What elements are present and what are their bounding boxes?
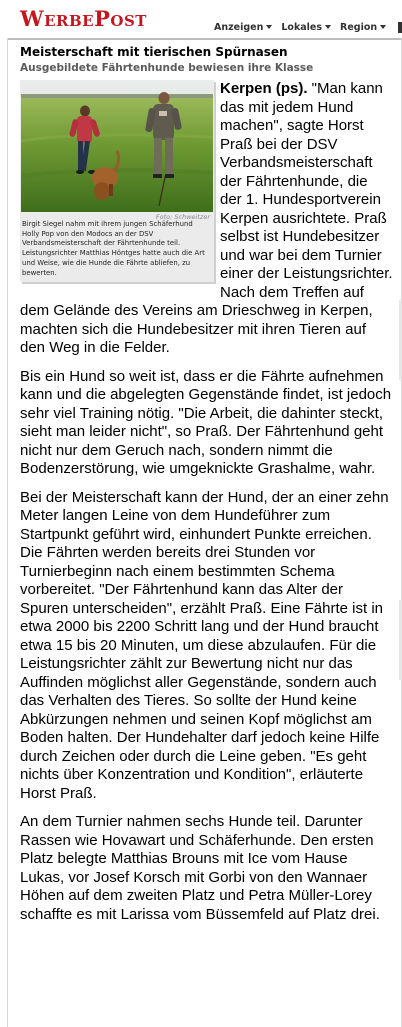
nav-overflow-edge [398,22,402,33]
article-paragraph: Bei der Meisterschaft kann der Hund, der an einer zehn Meter langen Leine von dem Hundeführer zum Startpunkt geführt wird, einhundert Punkte erreichen. Die Fährten werden bereits drei Stunden vor Turnierbeginn nach einem bestimmten Schema vorbereitet. "Der Fährtenhund kann das Alter der Spuren unterscheiden", erzählt Praß. Eine Fährte ist in etwa 2000 bis 2200 Schritt lang und der Hund braucht etwa 15 bis 20 Minuten, um diese abzulaufen. Für die Leistungsrichter zählt zur Bewertung nicht nur das Auffinden möglichst aller Gegenstände, sondern auch das Verhalten des Tieres. So sollte der Hund keine Abkürzungen nehmen und seinen Kopf möglichst am Boden halten. Der Hundehalter darf jedoch keine Hilfe durch Zeichen oder durch die Leine geben. "Es geht nichts über Konzentration und Kondition", erläuterte Horst Praß. [20,488,389,802]
content-frame-left [7,38,8,1027]
site-header [0,0,402,38]
photo-credit: Foto: Schweitzer [155,213,210,221]
chevron-down-icon [380,25,386,29]
nav-item-region[interactable] [340,22,386,33]
nav-item-lokales[interactable] [281,22,331,33]
figure-spacer [20,80,220,287]
nav-label: Region [340,22,378,33]
article-body [20,80,393,934]
article-paragraph: Bis ein Hund so weit ist, dass er die Fährte aufnehmen kann und die abgelegten Gegenstände findet, ist jedoch sehr viel Training nötig. "Die Arbeit, die dahinter steckt, sieht man leider nicht", so Praß. Der Fährtenhund geht nicht nur dem Geruch nach, sondern nimmt die Bodenzerstörung, wie umgeknickte Grashalme, wahr. [20,367,392,477]
article-headline: Meisterschaft mit tierischen Spürnasen [20,45,288,59]
photo-caption: Birgit Siegel nahm mit ihrem jungen Schäferhund Holly Pop von den Modocs an der DSV Verbandsmeisterschaft der Fährtenhunde teil. Leistungsrichter Matthias Höntges hatte auch die Art und Weise, wie die Hunde die Fährte abliefen, zu bewerten. [22,220,205,277]
header-divider [7,38,402,40]
site-logo[interactable]: WerbePost [20,6,147,31]
main-nav [214,22,395,33]
nav-item-anzeigen[interactable] [214,22,272,33]
article-lead-text: "Man kann das mit jedem Hund machen", sagte Horst Praß bei der DSV Verbandsmeisterschaft der Fährtenhunde, die der 1. Hundesportverein Kerpen ausrichtete. Praß selbst ist Hundebesitzer und war bei dem Turnier einer der Leistungsrichter. Nach dem Treffen auf dem Gelände des Vereins am Drieschweg in Kerpen, machten sich die Hundebesitzer mit ihren Tieren auf den Weg in die Felder. [20,80,393,356]
article-paragraph: An dem Turnier nahmen sechs Hunde teil. Darunter Rassen wie Hovawart und Schäferhunde. Den ersten Platz belegte Matthias Brouns mit Ice vom Hause Lukas, vor Josef Korsch mit Gorbi von den Wannaer Höhen auf dem zweiten Platz und Petra Müller-Lorey schaffte es mit Larissa vom Büssemfeld auf Platz drei. [20,813,380,923]
nav-label: Lokales [281,22,323,33]
article-dateline: Kerpen (ps). [220,80,308,97]
nav-label: Anzeigen [214,22,264,33]
chevron-down-icon [266,25,272,29]
chevron-down-icon [325,25,331,29]
article-subheadline: Ausgebildete Fährtenhunde bewiesen ihre Klasse [20,62,314,74]
